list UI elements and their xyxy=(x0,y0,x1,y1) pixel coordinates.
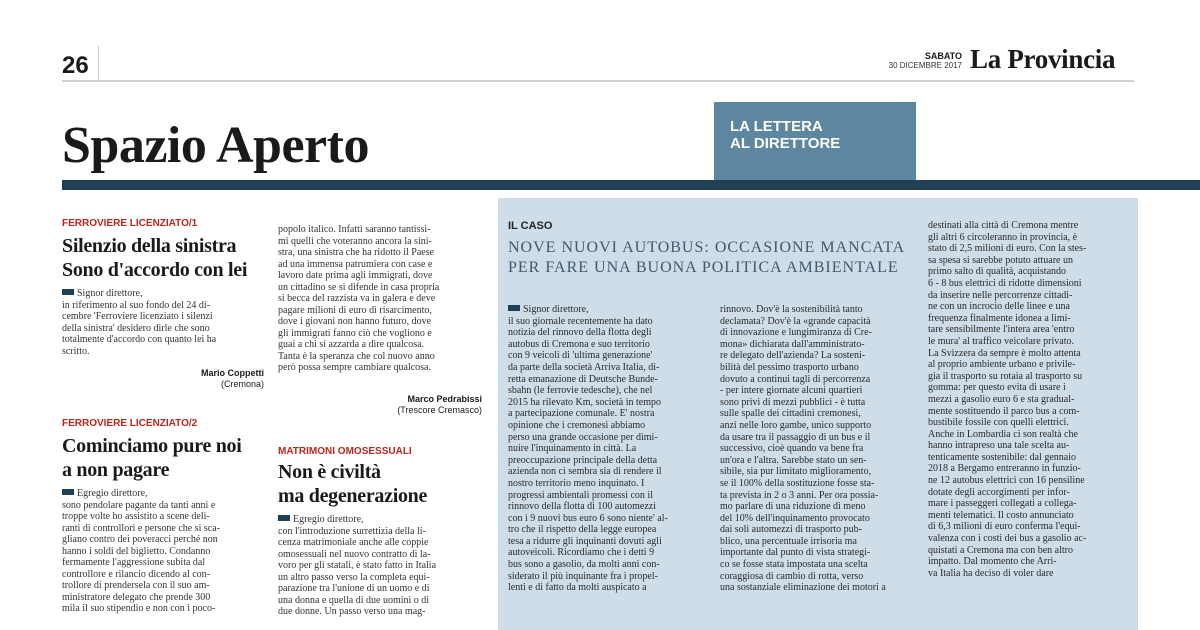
body-line: tesa a ridurre gli inquinanti dovuti agli xyxy=(508,535,662,547)
body-line: La Svizzera da sempre è molto attenta xyxy=(928,347,1081,359)
feature-panel xyxy=(498,198,1138,630)
header-divider xyxy=(98,46,99,80)
body-line: mila il suo stipendio e non con i poco- xyxy=(62,603,216,614)
body-line: mezzi a gasolio euro 6 e sta gradual- xyxy=(928,393,1075,405)
body-line: nuire l'inquinamento in città. La xyxy=(508,443,637,455)
body-line: primo salto di qualità, acquistando xyxy=(928,266,1067,278)
body-line: declamata? Dov'è la «grande capacità xyxy=(720,315,871,327)
body-line: sono pendolare pagante da tanti anni e xyxy=(62,499,216,511)
body-line: preoccupazione principale della detta xyxy=(508,454,658,466)
headline-line: Non è civiltà xyxy=(278,461,381,483)
feature-column-1 xyxy=(508,304,704,630)
body-line: però possa sempre cambiare qualcosa. xyxy=(278,362,431,373)
body-line: gli altri 6 circoleranno in provincia, è xyxy=(928,231,1078,243)
body-line: gomma: per questo evita di usare i xyxy=(928,382,1066,394)
feature-column-2 xyxy=(720,304,914,630)
body-line: notizia del rinnovo della flotta degli xyxy=(508,327,652,339)
body-line: due donne. Un passo verso una mag- xyxy=(278,606,426,617)
signer-name: Mario Coppetti xyxy=(201,368,264,378)
letter-tab xyxy=(714,102,916,186)
body-line: lenti e di fatto da molti auspicato a xyxy=(508,582,647,594)
body-line: di innovazione e lungimiranza di Cre- xyxy=(720,327,872,339)
body-line: bilità del pessimo trasporto urbano xyxy=(720,361,859,373)
body-line: ne 12 autobus elettrici con 16 pensiline xyxy=(928,475,1085,487)
headline-line: Cominciamo pure noi xyxy=(62,435,242,457)
body-line: ministratore delegato che prende 300 xyxy=(62,591,211,603)
masthead: La Provincia xyxy=(970,44,1116,74)
body-line: si becca del razzista va in galera e deve xyxy=(278,293,436,304)
body-line: nostro territorio meno inquinato. I xyxy=(508,477,645,489)
body-line: da parte della società Arriva Italia, di- xyxy=(508,361,660,373)
body-line: un cittadino se si difende in casa propria xyxy=(278,281,440,293)
body-line: in riferimento al suo fondo del 24 di- xyxy=(62,299,211,311)
body-line: gliano contro dei poveracci perché non xyxy=(62,534,218,545)
body-line: una donna e quella di due uomini o di xyxy=(278,594,430,606)
body-line: re delegato dell'azienda? La sosteni- xyxy=(720,350,866,362)
body-line: gia il trasporto su rotaia al trasporto su xyxy=(928,370,1083,382)
body-line: le mura' al traffico veicolare privato. xyxy=(928,335,1074,347)
body-line: di 6,3 milioni di euro conferma l'equi- xyxy=(928,521,1081,533)
body-line: una sostanziale eliminazione dei motori a xyxy=(720,582,886,594)
feature-headline xyxy=(508,238,905,278)
headline-line: Sono d'accordo con lei xyxy=(62,259,248,281)
body-line: della sinistra' desidero dirle che sono xyxy=(62,322,210,334)
body-line: successivo, cioè quando va bene fra xyxy=(720,443,864,455)
body-line: totalmente d'accordo con quanto lei ha xyxy=(62,334,217,345)
body-line: omosessuali nel nuovo contratto di la- xyxy=(278,548,431,560)
date-block xyxy=(866,52,962,70)
body-line: va Italia ha deciso di voler dare xyxy=(928,567,1054,579)
body-line: siderato il più inquinante fra i propel- xyxy=(508,570,658,582)
headline-line: PER FARE UNA BUONA POLITICA AMBIENTALE xyxy=(508,259,899,276)
body-line: un'ora e l'altra. Sarebbe stato un sen- xyxy=(720,454,867,466)
body-line: con 9 veicoli di 'ultima generazione' xyxy=(508,350,653,362)
body-line: frequenza finalmente idonea a limi- xyxy=(928,312,1071,324)
letter-3-kicker: MATRIMONI OMOSESSUALI xyxy=(278,446,412,457)
body-line: ad una immensa patrumiera con case e xyxy=(278,258,433,270)
body-line: mona» dichiarata dall'amministrato- xyxy=(720,338,865,350)
body-line: mente sostituendo il parco bus a com- xyxy=(928,405,1080,417)
signer-place: (Trescore Cremasco) xyxy=(397,405,482,415)
letter-continuation-signature xyxy=(278,394,482,416)
paragraph-marker xyxy=(62,289,74,295)
letter-2-body xyxy=(62,488,264,630)
letter-1-headline xyxy=(62,234,247,282)
body-line: scritto. xyxy=(62,345,90,357)
body-line: bustibile fossile con quelli elettrici. xyxy=(928,417,1069,429)
body-line: guai a chi si azzarda a dire qualcosa. xyxy=(278,339,425,350)
body-line: mare i passeggeri collegati a collega- xyxy=(928,498,1077,510)
body-line: progressi ambientali promessi con il xyxy=(508,489,653,501)
headline-line: a non pagare xyxy=(62,459,170,481)
letter-2-kicker: FERROVIERE LICENZIATO/2 xyxy=(62,418,198,429)
body-line: fermamente l'aggressione subita dal xyxy=(62,557,206,568)
section-rule xyxy=(62,180,1200,190)
body-line: a partecipazione comunale. E' nostra xyxy=(508,408,655,420)
body-line: autoveicoli. Ricordiamo che i detti 9 xyxy=(508,547,655,559)
body-line: ranti di controllori e persone che si sca- xyxy=(62,522,220,534)
body-line: bus sono a gasolio, da molti anni con- xyxy=(508,559,660,571)
body-line: anzi nelle loro gambe, unico supporto xyxy=(720,419,872,431)
paragraph-marker xyxy=(278,515,290,521)
header-rule xyxy=(62,80,1134,82)
body-line: hanno i soldi del biglietto. Condanno xyxy=(62,545,211,557)
body-line: sa spesa si sarebbe potuto attuare un xyxy=(928,254,1073,266)
headline-line: ma degenerazione xyxy=(278,485,428,507)
body-line: Egregio direttore, xyxy=(278,514,482,526)
body-line: sono privi di mezzi pubblici - è tutta xyxy=(720,396,866,408)
signer-name: Marco Pedrabissi xyxy=(407,394,482,404)
body-line: azienda non ci sembra sia di rendere il xyxy=(508,466,662,478)
body-line: retta emanazione di Deutsche Bunde- xyxy=(508,373,658,385)
body-line: Signor direttore, xyxy=(62,288,264,300)
body-line: - per intere giornate alcuni quartieri xyxy=(720,385,863,397)
letter-3-body xyxy=(278,514,482,630)
body-line: tro che il rispetto della legge europea xyxy=(508,524,657,536)
body-line: perso una grande occasione per dimi- xyxy=(508,431,658,443)
body-line: pagare milioni di euro di risarcimento, xyxy=(278,304,432,316)
letter-1-body xyxy=(62,288,264,357)
body-line: quistati a Cremona ma con ben altro xyxy=(928,544,1073,556)
body-line: ta prevista in 2 o 3 anni. Per ora possia- xyxy=(720,489,879,501)
body-line: cembre 'Ferroviere licenziato i silenzi xyxy=(62,311,213,322)
body-line: voro per gli statali, è stato fatto in Italia xyxy=(278,560,437,571)
body-line: sulle spalle dei cittadini cremonesi, xyxy=(720,408,861,420)
body-line: sbahn (le ferrovie tedesche), che nel xyxy=(508,385,653,397)
body-line: stra, una sinistra che ha ridotto il Paese xyxy=(278,247,435,258)
body-line: lavoro date prima agli immigrati, dove xyxy=(278,270,433,281)
body-line: un altro passo verso la completa equi- xyxy=(278,571,430,583)
date-label: 30 DICEMBRE 2017 xyxy=(888,61,962,70)
section-title: Spazio Aperto xyxy=(62,117,369,174)
letter-continuation-body xyxy=(278,224,482,374)
body-line: importante dal punto di vista strategi- xyxy=(720,547,871,559)
headline-line: NOVE NUOVI AUTOBUS: OCCASIONE MANCATA xyxy=(508,239,906,256)
body-line: 2015 ha rilevato Km, società in tempo xyxy=(508,396,662,408)
body-line: da usare tra il passaggio di un bus e il xyxy=(720,431,871,443)
body-line: con l'introduzione surrettizia della li- xyxy=(278,525,426,537)
body-line: trollore di prendersela con il suo am- xyxy=(62,580,210,591)
page-number: 26 xyxy=(62,52,89,79)
body-line: co se fosse stata impostata una scelta xyxy=(720,559,868,571)
body-line: 6 - 8 bus elettrici di ridotte dimensioni xyxy=(928,277,1082,289)
body-line: dai soli automezzi di trasporto pub- xyxy=(720,524,862,536)
body-line: parazione tra l'unione di un uomo e di xyxy=(278,583,430,594)
body-line: Tanta è la speranza che col nuovo anno xyxy=(278,350,435,362)
letter-3-headline xyxy=(278,460,427,508)
body-line: valenza con i costi dei bus a gasolio ac- xyxy=(928,533,1087,545)
body-line: coraggiosa di cambio di rotta, verso xyxy=(720,570,864,582)
body-line: mi quelli che voteranno ancora la sini- xyxy=(278,235,432,247)
paragraph-marker xyxy=(62,489,74,495)
body-line: cenza matrimoniale anche alle coppie xyxy=(278,537,429,548)
letter-1-kicker: FERROVIERE LICENZIATO/1 xyxy=(62,218,198,229)
body-line: rinnovo. Dov'è la sostenibilità tanto xyxy=(720,304,863,315)
body-line: opinione che i cremonesi abbiamo xyxy=(508,419,646,431)
body-line: blico, una percentuale irrisoria ma xyxy=(720,535,857,547)
letter-2-headline xyxy=(62,434,242,482)
body-line: controllore e rilancio dicendo al con- xyxy=(62,568,210,580)
body-line: se il 100% della sostituzione fosse sta- xyxy=(720,477,875,489)
body-line: da inserire nelle percorrenze cittadi- xyxy=(928,289,1073,301)
body-line: tenticamente sostenibile: dal gennaio xyxy=(928,451,1077,463)
body-line: menti telematici. Il costo annunciato xyxy=(928,509,1074,521)
body-line: rinnovo della flotta di 100 automezzi xyxy=(508,501,657,513)
body-line: Anche in Lombardia ci son realtà che xyxy=(928,428,1078,440)
paragraph-marker xyxy=(508,305,520,311)
body-line: Egregio direttore, xyxy=(62,488,264,500)
body-line: troppe volte ho assistito a scene deli- xyxy=(62,511,210,522)
body-line: stato di 2,5 milioni di euro. Con la stes- xyxy=(928,243,1087,255)
body-line: del 10% dell'inquinamento provocato xyxy=(720,512,870,524)
body-line: mo parlare di una riduzione di meno xyxy=(720,501,866,513)
signer-place: (Cremona) xyxy=(220,379,264,389)
feature-kicker: IL CASO xyxy=(508,220,553,232)
body-line: dotate degli accorgimenti per infor- xyxy=(928,486,1070,498)
body-line: Signor direttore, xyxy=(508,304,704,316)
body-line: al proprio ambiente urbano e privile- xyxy=(928,359,1076,371)
tab-line-2: AL DIRETTORE xyxy=(730,135,841,152)
body-line: autobus di Cremona e suo territorio xyxy=(508,338,650,350)
body-line: sibile, sia pur limitato miglioramento, xyxy=(720,466,872,478)
body-line: con i 9 nuovi bus euro 6 sono niente' al- xyxy=(508,512,668,524)
feature-column-3 xyxy=(928,220,1132,630)
body-line: impatto. Dal momento che Arri- xyxy=(928,556,1057,568)
body-line: il suo giornale recentemente ha dato xyxy=(508,315,653,327)
letter-1-signature xyxy=(62,368,264,390)
body-line: dovuto a continui tagli di percorrenza xyxy=(720,373,871,385)
body-line: ne con un incrocio delle linee e una xyxy=(928,301,1070,313)
body-line: hanno intrapreso una tale scelta au- xyxy=(928,440,1070,452)
body-line: popolo italico. Infatti saranno tantissi- xyxy=(278,224,431,235)
headline-line: Silenzio della sinistra xyxy=(62,235,237,257)
day-label: SABATO xyxy=(924,51,962,61)
tab-line-1: LA LETTERA xyxy=(730,118,823,135)
body-line: tare sensibilmente l'intera area 'entro xyxy=(928,324,1075,336)
body-line: gli immigrati fanno ciò che vogliono e xyxy=(278,327,432,339)
body-line: 2018 a Bergamo entreranno in funzio- xyxy=(928,463,1081,475)
body-line: destinati alla città di Cremona mentre xyxy=(928,220,1079,231)
body-line: dove i giovani non hanno futuro, dove xyxy=(278,316,432,327)
